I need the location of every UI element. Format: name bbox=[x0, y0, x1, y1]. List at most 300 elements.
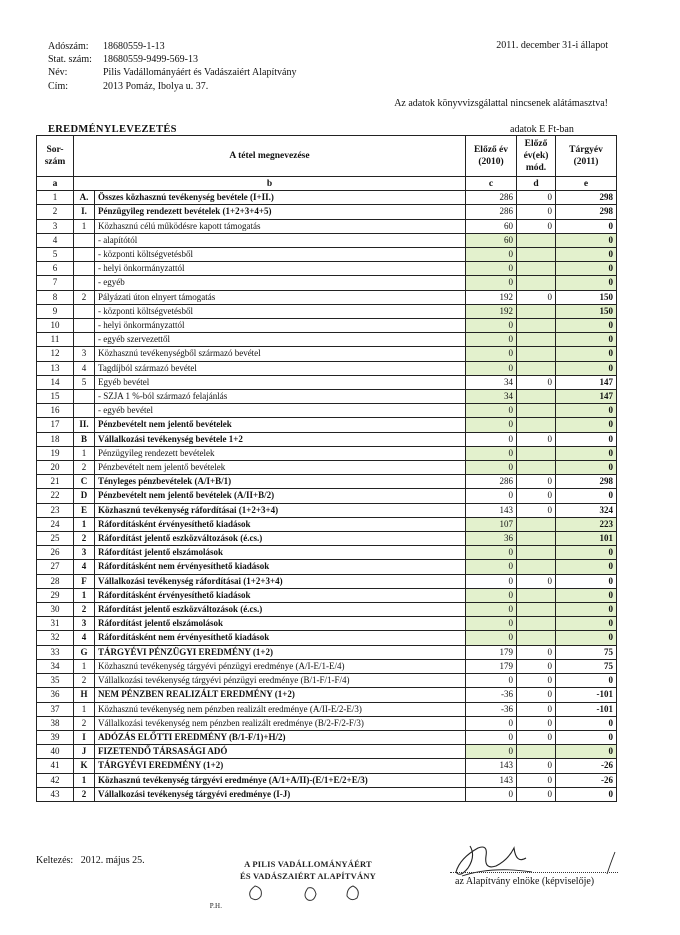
row-prev-mod: 0 bbox=[517, 787, 556, 801]
row-number: 20 bbox=[37, 461, 74, 475]
row-item-name: Ráfordításként nem érvényesíthető kiadások bbox=[95, 631, 466, 645]
row-subcode: K bbox=[74, 759, 95, 773]
row-current-year: 0 bbox=[556, 489, 617, 503]
row-number: 25 bbox=[37, 532, 74, 546]
row-current-year: 298 bbox=[556, 191, 617, 205]
row-prev-mod bbox=[517, 560, 556, 574]
row-subcode: H bbox=[74, 688, 95, 702]
row-prev-mod bbox=[517, 446, 556, 460]
row-item-name: Ráfordítást jelentő eszközváltozások (é.cs.) bbox=[95, 603, 466, 617]
row-prev-mod: 0 bbox=[517, 688, 556, 702]
row-current-year: 0 bbox=[556, 276, 617, 290]
stamp-line-2: ÉS VADÁSZAIÉRT ALAPÍTVÁNY bbox=[239, 871, 377, 881]
row-current-year: 150 bbox=[556, 304, 617, 318]
header-field bbox=[48, 80, 296, 93]
row-item-name: FIZETENDŐ TÁRSASÁGI ADÓ bbox=[95, 745, 466, 759]
row-number: 41 bbox=[37, 759, 74, 773]
row-item-name: NEM PÉNZBEN REALIZÁLT EREDMÉNY (1+2) bbox=[95, 688, 466, 702]
row-item-name: - központi költségvetésből bbox=[95, 248, 466, 262]
row-subcode: 1 bbox=[74, 219, 95, 233]
row-prev-mod: 0 bbox=[517, 375, 556, 389]
row-number: 35 bbox=[37, 674, 74, 688]
row-prev-mod bbox=[517, 617, 556, 631]
row-item-name: Egyéb bevétel bbox=[95, 375, 466, 389]
row-number: 7 bbox=[37, 276, 74, 290]
row-current-year: 0 bbox=[556, 560, 617, 574]
header-field-value: 2013 Pomáz, Ibolya u. 37. bbox=[103, 80, 209, 92]
row-prev-year: 192 bbox=[466, 290, 517, 304]
row-prev-year: 34 bbox=[466, 390, 517, 404]
row-item-name: Pénzbevételt nem jelentő bevételek (A/II+B/2) bbox=[95, 489, 466, 503]
row-prev-mod bbox=[517, 461, 556, 475]
row-subcode: 2 bbox=[74, 787, 95, 801]
row-number: 8 bbox=[37, 290, 74, 304]
row-subcode bbox=[74, 333, 95, 347]
col-header-name: A tétel megnevezése bbox=[74, 136, 466, 177]
row-prev-mod bbox=[517, 347, 556, 361]
row-subcode: 4 bbox=[74, 361, 95, 375]
row-subcode bbox=[74, 233, 95, 247]
header-field-label: Cím: bbox=[48, 80, 69, 92]
row-item-name: ADÓZÁS ELŐTTI EREDMÉNY (B/1-F/1)+H/2) bbox=[95, 730, 466, 744]
row-item-name: Vállalkozási tevékenység tárgyévi eredménye (I-J) bbox=[95, 787, 466, 801]
row-number: 14 bbox=[37, 375, 74, 389]
row-current-year: 0 bbox=[556, 674, 617, 688]
row-prev-year: -36 bbox=[466, 688, 517, 702]
row-current-year: -26 bbox=[556, 759, 617, 773]
table-row bbox=[37, 262, 617, 276]
table-row bbox=[37, 333, 617, 347]
table-row bbox=[37, 560, 617, 574]
row-number: 23 bbox=[37, 503, 74, 517]
row-number: 1 bbox=[37, 191, 74, 205]
row-number: 2 bbox=[37, 205, 74, 219]
row-prev-mod: 0 bbox=[517, 489, 556, 503]
table-row bbox=[37, 319, 617, 333]
row-prev-year: 192 bbox=[466, 304, 517, 318]
row-subcode: 2 bbox=[74, 674, 95, 688]
row-number: 6 bbox=[37, 262, 74, 276]
row-subcode: 1 bbox=[74, 702, 95, 716]
row-current-year: 0 bbox=[556, 546, 617, 560]
stamp-ph bbox=[209, 882, 388, 916]
row-current-year: 0 bbox=[556, 446, 617, 460]
row-number: 11 bbox=[37, 333, 74, 347]
row-item-name: - egyéb szervezettől bbox=[95, 333, 466, 347]
income-statement-table bbox=[36, 135, 617, 802]
row-prev-mod bbox=[517, 546, 556, 560]
col-header-prev: Előző év (2010) bbox=[466, 136, 517, 177]
row-subcode: 1 bbox=[74, 659, 95, 673]
row-item-name: Ráfordítást jelentő elszámolások bbox=[95, 617, 466, 631]
row-item-name: - helyi önkormányzattól bbox=[95, 319, 466, 333]
table-row bbox=[37, 688, 617, 702]
row-subcode: A. bbox=[74, 191, 95, 205]
row-prev-year: 0 bbox=[466, 333, 517, 347]
row-subcode bbox=[74, 319, 95, 333]
row-prev-year: 0 bbox=[466, 631, 517, 645]
row-item-name: Közhasznú tevékenységből származó bevétel bbox=[95, 347, 466, 361]
row-subcode bbox=[74, 276, 95, 290]
row-current-year: 147 bbox=[556, 375, 617, 389]
row-subcode: J bbox=[74, 745, 95, 759]
row-item-name: Ráfordítást jelentő eszközváltozások (é.cs.) bbox=[95, 532, 466, 546]
row-prev-mod: 0 bbox=[517, 702, 556, 716]
table-row bbox=[37, 432, 617, 446]
row-subcode: 1 bbox=[74, 517, 95, 531]
row-item-name: Közhasznú célú működésre kapott támogatás bbox=[95, 219, 466, 233]
row-item-name: Pénzügyileg rendezett bevételek (1+2+3+4+5) bbox=[95, 205, 466, 219]
row-subcode: E bbox=[74, 503, 95, 517]
table-row bbox=[37, 191, 617, 205]
row-item-name: - SZJA 1 %-ból származó felajánlás bbox=[95, 390, 466, 404]
row-prev-mod bbox=[517, 390, 556, 404]
row-subcode: G bbox=[74, 645, 95, 659]
row-subcode: 3 bbox=[74, 347, 95, 361]
row-subcode: F bbox=[74, 574, 95, 588]
row-number: 13 bbox=[37, 361, 74, 375]
row-number: 15 bbox=[37, 390, 74, 404]
table-row bbox=[37, 418, 617, 432]
report-date: 2011. december 31-i állapot bbox=[496, 40, 608, 51]
row-prev-year: 143 bbox=[466, 773, 517, 787]
row-prev-mod bbox=[517, 262, 556, 276]
signature-caption: az Alapítvány elnöke (képviselője) bbox=[455, 876, 595, 887]
table-row bbox=[37, 503, 617, 517]
row-current-year: 101 bbox=[556, 532, 617, 546]
row-prev-year: 0 bbox=[466, 560, 517, 574]
row-prev-year: 179 bbox=[466, 645, 517, 659]
table-row bbox=[37, 773, 617, 787]
table-row bbox=[37, 489, 617, 503]
row-current-year: 147 bbox=[556, 390, 617, 404]
row-subcode bbox=[74, 262, 95, 276]
col-letter-e: e bbox=[556, 177, 617, 191]
row-prev-year: 0 bbox=[466, 617, 517, 631]
row-subcode: 1 bbox=[74, 773, 95, 787]
col-header-num: Sor-szám bbox=[37, 136, 74, 177]
row-number: 17 bbox=[37, 418, 74, 432]
row-current-year: 0 bbox=[556, 574, 617, 588]
row-prev-mod bbox=[517, 276, 556, 290]
row-prev-mod: 0 bbox=[517, 716, 556, 730]
header-field-label: Adószám: bbox=[48, 41, 89, 52]
row-current-year: 0 bbox=[556, 461, 617, 475]
table-row bbox=[37, 205, 617, 219]
row-prev-mod: 0 bbox=[517, 191, 556, 205]
row-number: 37 bbox=[37, 702, 74, 716]
row-subcode: 3 bbox=[74, 617, 95, 631]
signature-line bbox=[450, 872, 618, 873]
organization-stamp bbox=[209, 858, 388, 916]
table-row bbox=[37, 546, 617, 560]
row-number: 9 bbox=[37, 304, 74, 318]
table-row bbox=[37, 219, 617, 233]
row-prev-mod bbox=[517, 532, 556, 546]
row-prev-mod: 0 bbox=[517, 730, 556, 744]
row-number: 30 bbox=[37, 603, 74, 617]
table-row bbox=[37, 631, 617, 645]
table-row bbox=[37, 617, 617, 631]
row-prev-mod: 0 bbox=[517, 205, 556, 219]
row-prev-year: 0 bbox=[466, 262, 517, 276]
row-item-name: Ráfordítást jelentő elszámolások bbox=[95, 546, 466, 560]
row-number: 43 bbox=[37, 787, 74, 801]
row-number: 19 bbox=[37, 446, 74, 460]
row-prev-mod bbox=[517, 361, 556, 375]
row-number: 12 bbox=[37, 347, 74, 361]
row-prev-year: 0 bbox=[466, 404, 517, 418]
header-field-value: Pilis Vadállományáért és Vadászaiért Alapítvány bbox=[103, 67, 297, 79]
row-prev-year: 0 bbox=[466, 730, 517, 744]
row-prev-mod: 0 bbox=[517, 759, 556, 773]
row-prev-mod: 0 bbox=[517, 432, 556, 446]
table-row bbox=[37, 659, 617, 673]
row-prev-year: 0 bbox=[466, 248, 517, 262]
row-current-year: 0 bbox=[556, 787, 617, 801]
row-item-name: - alapítótól bbox=[95, 233, 466, 247]
row-subcode: 2 bbox=[74, 603, 95, 617]
row-current-year: 0 bbox=[556, 716, 617, 730]
row-prev-year: 34 bbox=[466, 375, 517, 389]
table-row bbox=[37, 390, 617, 404]
row-item-name: Pénzbevételt nem jelentő bevételek bbox=[95, 418, 466, 432]
row-prev-year: 0 bbox=[466, 574, 517, 588]
table-row bbox=[37, 674, 617, 688]
row-subcode: D bbox=[74, 489, 95, 503]
row-number: 40 bbox=[37, 745, 74, 759]
row-item-name: Közhasznú tevékenység tárgyévi pénzügyi eredménye (A/I-E/1-E/4) bbox=[95, 659, 466, 673]
row-current-year: 0 bbox=[556, 361, 617, 375]
table-row bbox=[37, 276, 617, 290]
table-row bbox=[37, 361, 617, 375]
row-item-name: TÁRGYÉVI EREDMÉNY (1+2) bbox=[95, 759, 466, 773]
row-number: 24 bbox=[37, 517, 74, 531]
row-current-year: -101 bbox=[556, 702, 617, 716]
row-item-name: Vállalkozási tevékenység tárgyévi pénzügyi eredménye (B/1-F/1-F/4) bbox=[95, 674, 466, 688]
row-prev-year: 0 bbox=[466, 489, 517, 503]
row-prev-mod bbox=[517, 418, 556, 432]
row-prev-mod bbox=[517, 603, 556, 617]
row-number: 38 bbox=[37, 716, 74, 730]
row-item-name: Pénzbevételt nem jelentő bevételek bbox=[95, 461, 466, 475]
row-prev-year: 0 bbox=[466, 546, 517, 560]
header-field bbox=[48, 66, 296, 79]
table-row bbox=[37, 290, 617, 304]
row-current-year: -101 bbox=[556, 688, 617, 702]
row-current-year: 0 bbox=[556, 745, 617, 759]
row-prev-mod bbox=[517, 517, 556, 531]
table-row bbox=[37, 446, 617, 460]
row-number: 28 bbox=[37, 574, 74, 588]
row-subcode: C bbox=[74, 475, 95, 489]
row-item-name: Tényleges pénzbevételek (A/I+B/1) bbox=[95, 475, 466, 489]
row-current-year: 75 bbox=[556, 659, 617, 673]
row-prev-year: 0 bbox=[466, 276, 517, 290]
row-prev-year: 0 bbox=[466, 588, 517, 602]
footer-date-value: 2012. május 25. bbox=[80, 855, 145, 866]
row-prev-year: 0 bbox=[466, 674, 517, 688]
stamp-line-1: A PILIS VADÁLLOMÁNYÁÉRT bbox=[244, 859, 372, 869]
table-row bbox=[37, 645, 617, 659]
table-row bbox=[37, 375, 617, 389]
row-prev-mod bbox=[517, 248, 556, 262]
row-prev-mod bbox=[517, 319, 556, 333]
col-letter-d: d bbox=[517, 177, 556, 191]
row-current-year: 0 bbox=[556, 418, 617, 432]
row-item-name: - helyi önkormányzattól bbox=[95, 262, 466, 276]
table-row bbox=[37, 248, 617, 262]
row-number: 22 bbox=[37, 489, 74, 503]
row-prev-year: 143 bbox=[466, 759, 517, 773]
audit-notice: Az adatok könyvvizsgálattal nincsenek alátámasztva! bbox=[394, 98, 608, 109]
row-subcode: 2 bbox=[74, 716, 95, 730]
row-prev-year: 286 bbox=[466, 475, 517, 489]
row-subcode: I bbox=[74, 730, 95, 744]
row-current-year: 0 bbox=[556, 432, 617, 446]
row-prev-mod: 0 bbox=[517, 645, 556, 659]
table-row bbox=[37, 475, 617, 489]
row-prev-year: 0 bbox=[466, 446, 517, 460]
row-prev-year: 60 bbox=[466, 233, 517, 247]
row-prev-year: 286 bbox=[466, 205, 517, 219]
table-row bbox=[37, 745, 617, 759]
row-subcode: I. bbox=[74, 205, 95, 219]
row-item-name: Pályázati úton elnyert támogatás bbox=[95, 290, 466, 304]
row-current-year: 324 bbox=[556, 503, 617, 517]
header-fields bbox=[48, 40, 296, 93]
row-item-name: Tagdíjból származó bevétel bbox=[95, 361, 466, 375]
row-number: 32 bbox=[37, 631, 74, 645]
row-item-name: Közhasznú tevékenység tárgyévi eredménye (A/1+A/II)-(E/1+E/2+E/3) bbox=[95, 773, 466, 787]
row-prev-year: 0 bbox=[466, 716, 517, 730]
table-row bbox=[37, 716, 617, 730]
row-prev-year: 286 bbox=[466, 191, 517, 205]
row-prev-mod bbox=[517, 233, 556, 247]
header-field-value: 18680559-9499-569-13 bbox=[103, 54, 198, 66]
row-current-year: 0 bbox=[556, 404, 617, 418]
row-item-name: Összes közhasznú tevékenység bevétele (I+II.) bbox=[95, 191, 466, 205]
row-current-year: 0 bbox=[556, 219, 617, 233]
row-subcode: II. bbox=[74, 418, 95, 432]
row-prev-year: 60 bbox=[466, 219, 517, 233]
row-current-year: 298 bbox=[556, 475, 617, 489]
col-letter-a: a bbox=[37, 177, 74, 191]
table-row bbox=[37, 730, 617, 744]
row-number: 27 bbox=[37, 560, 74, 574]
row-item-name: Ráfordításként érvényesíthető kiadások bbox=[95, 517, 466, 531]
row-prev-mod: 0 bbox=[517, 674, 556, 688]
stamp-ph-text: P.H. bbox=[209, 902, 223, 910]
table-row bbox=[37, 759, 617, 773]
row-prev-year: 0 bbox=[466, 745, 517, 759]
row-prev-mod: 0 bbox=[517, 503, 556, 517]
row-number: 10 bbox=[37, 319, 74, 333]
table-row bbox=[37, 702, 617, 716]
row-prev-year: 0 bbox=[466, 603, 517, 617]
row-prev-year: 0 bbox=[466, 461, 517, 475]
row-subcode: 3 bbox=[74, 546, 95, 560]
row-item-name: - egyéb bbox=[95, 276, 466, 290]
col-letter-c: c bbox=[466, 177, 517, 191]
row-number: 33 bbox=[37, 645, 74, 659]
row-subcode: 4 bbox=[74, 560, 95, 574]
row-current-year: 0 bbox=[556, 248, 617, 262]
row-current-year: 298 bbox=[556, 205, 617, 219]
table-row bbox=[37, 347, 617, 361]
row-number: 39 bbox=[37, 730, 74, 744]
row-current-year: -26 bbox=[556, 773, 617, 787]
row-current-year: 0 bbox=[556, 347, 617, 361]
row-prev-year: 0 bbox=[466, 787, 517, 801]
table-row bbox=[37, 574, 617, 588]
header-field-value: 18680559-1-13 bbox=[103, 41, 165, 52]
row-subcode bbox=[74, 390, 95, 404]
row-prev-mod bbox=[517, 745, 556, 759]
row-subcode: 2 bbox=[74, 532, 95, 546]
row-current-year: 0 bbox=[556, 319, 617, 333]
row-prev-year: 0 bbox=[466, 418, 517, 432]
row-prev-mod: 0 bbox=[517, 475, 556, 489]
row-prev-mod bbox=[517, 588, 556, 602]
row-item-name: Vállalkozási tevékenység nem pénzben realizált eredménye (B/2-F/2-F/3) bbox=[95, 716, 466, 730]
row-number: 26 bbox=[37, 546, 74, 560]
row-current-year: 0 bbox=[556, 631, 617, 645]
table-row bbox=[37, 603, 617, 617]
row-item-name: TÁRGYÉVI PÉNZÜGYI EREDMÉNY (1+2) bbox=[95, 645, 466, 659]
header-field bbox=[48, 53, 296, 66]
row-item-name: Ráfordításként nem érvényesíthető kiadások bbox=[95, 560, 466, 574]
table-row bbox=[37, 461, 617, 475]
units-note: adatok E Ft-ban bbox=[510, 124, 574, 135]
row-subcode: 1 bbox=[74, 588, 95, 602]
footer-date-label: Keltezés: bbox=[36, 855, 74, 866]
row-prev-mod bbox=[517, 333, 556, 347]
header-field-label: Stat. szám: bbox=[48, 54, 92, 66]
stamp-leaf-icon bbox=[233, 882, 383, 904]
row-prev-mod: 0 bbox=[517, 219, 556, 233]
row-number: 18 bbox=[37, 432, 74, 446]
row-current-year: 0 bbox=[556, 603, 617, 617]
row-current-year: 0 bbox=[556, 730, 617, 744]
header-field bbox=[48, 40, 296, 53]
row-prev-year: -36 bbox=[466, 702, 517, 716]
row-number: 4 bbox=[37, 233, 74, 247]
row-subcode bbox=[74, 304, 95, 318]
table-row bbox=[37, 304, 617, 318]
row-prev-year: 107 bbox=[466, 517, 517, 531]
report-title: EREDMÉNYLEVEZETÉS bbox=[48, 124, 177, 135]
row-prev-year: 36 bbox=[466, 532, 517, 546]
col-letter-b: b bbox=[74, 177, 466, 191]
row-prev-mod: 0 bbox=[517, 290, 556, 304]
row-prev-mod: 0 bbox=[517, 574, 556, 588]
row-subcode: 2 bbox=[74, 461, 95, 475]
row-current-year: 0 bbox=[556, 333, 617, 347]
row-subcode: 4 bbox=[74, 631, 95, 645]
row-item-name: Vállalkozási tevékenység bevétele 1+2 bbox=[95, 432, 466, 446]
row-prev-year: 0 bbox=[466, 361, 517, 375]
row-current-year: 75 bbox=[556, 645, 617, 659]
col-header-cur: Tárgyév (2011) bbox=[556, 136, 617, 177]
row-number: 5 bbox=[37, 248, 74, 262]
row-item-name: Vállalkozási tevékenység ráfordításai (1+2+3+4) bbox=[95, 574, 466, 588]
footer-date bbox=[36, 855, 145, 866]
table-row bbox=[37, 404, 617, 418]
row-number: 21 bbox=[37, 475, 74, 489]
row-item-name: - egyéb bevétel bbox=[95, 404, 466, 418]
table-row bbox=[37, 532, 617, 546]
